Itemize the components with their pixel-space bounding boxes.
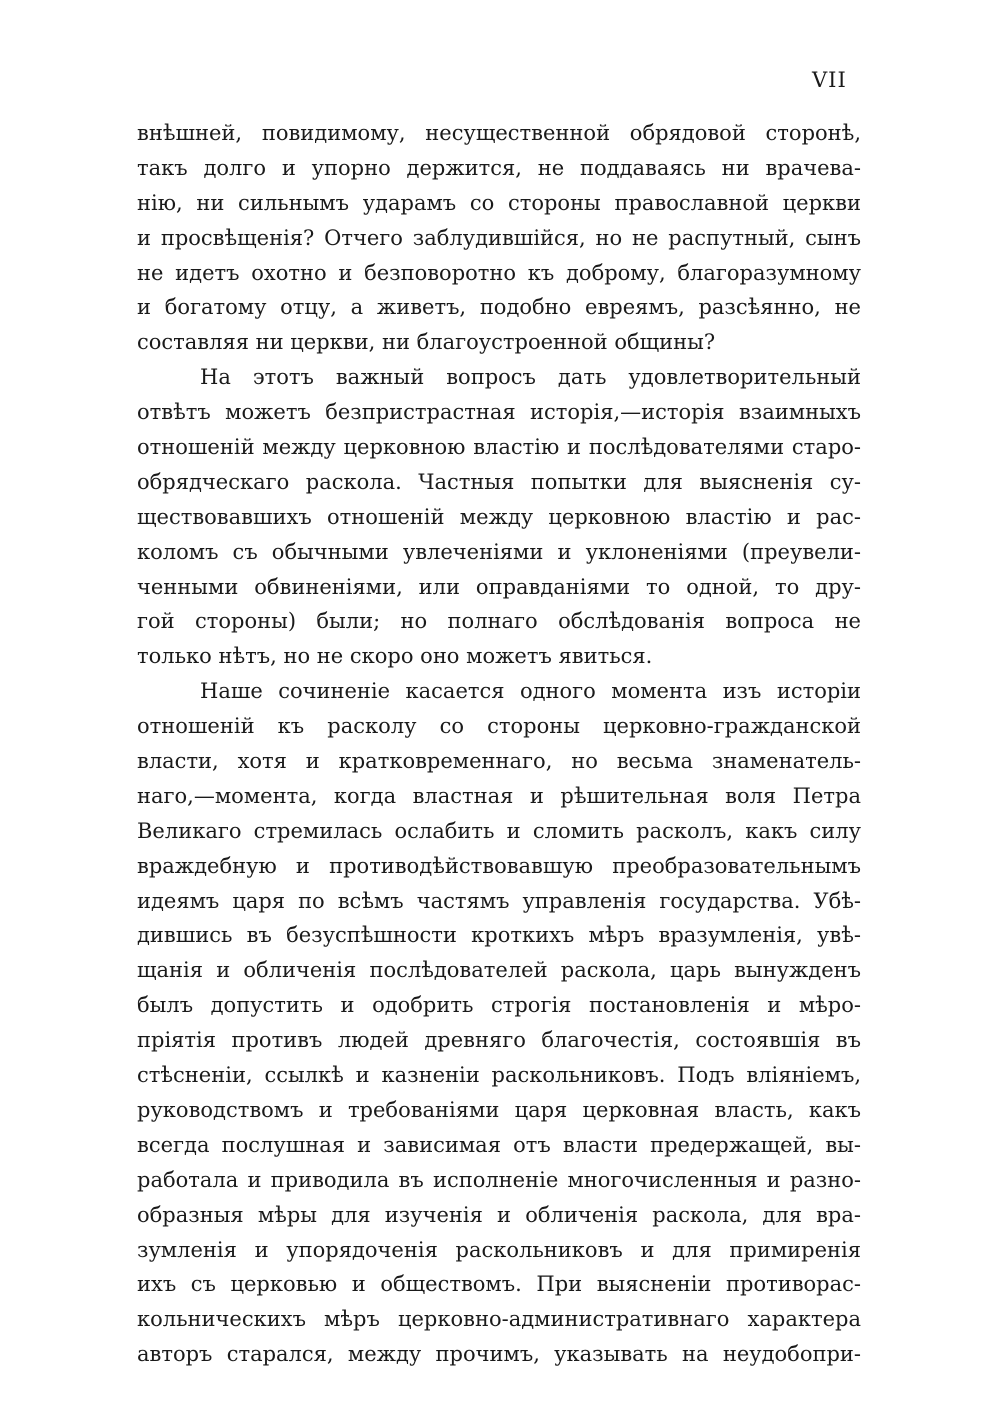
text-line: авторъ старался, между прочимъ, указывать на неудобопри- [137,1342,861,1367]
text-line: составляя ни церкви, ни благоустроенной общины? [137,330,716,355]
text-line: не идетъ охотно и безповоротно къ доброму, благоразумному [137,260,861,285]
text-line: коломъ съ обычными увлеченіями и уклоненіями (преувели- [137,539,861,564]
text-line: дившись въ безуспѣшности кроткихъ мѣръ вразумленія, увѣ- [137,923,861,948]
text-line: и просвѣщенія? Отчего заблудившійся, но не распутный, сынъ [137,225,861,250]
text-line: Великаго стремилась ослабить и сломить расколъ, какъ силу [137,818,861,843]
text-line: отношеній между церковною властію и послѣдователями старо- [137,435,861,460]
text-line: ществовавшихъ отношеній между церковною властію и рас- [137,504,861,529]
text-line: нію, ни сильнымъ ударамъ со стороны православной церкви [137,190,861,215]
text-line: такъ долго и упорно держится, не поддаваясь ни врачева- [137,155,861,180]
text-line: идеямъ царя по всѣмъ частямъ управленія государства. Убѣ- [137,888,861,913]
text-line: щанія и обличенія послѣдователей раскола, царь вынужденъ [137,958,861,983]
text-line: отношеній къ расколу со стороны церковно-гражданской [137,714,861,739]
text-line: работала и приводила въ исполненіе многочисленныя и разно- [137,1167,861,1192]
text-line: кольническихъ мѣръ церковно-административнаго характера [137,1307,861,1332]
paragraph-1 [137,116,861,360]
paragraph-3 [137,674,861,1372]
text-line: враждебную и противодѣйствовавшую преобразовательнымъ [137,853,861,878]
text-line: былъ допустить и одобрить строгія постановленія и мѣро- [137,993,861,1018]
text-line: На этотъ важный вопросъ дать удовлетворительный [200,365,861,390]
text-line: отвѣтъ можетъ безпристрастная исторія,—исторія взаимныхъ [137,400,861,425]
body-text [137,116,861,1372]
text-line: стѣсненіи, ссылкѣ и казненіи раскольниковъ. Подъ вліяніемъ, [137,1063,861,1088]
text-line: всегда послушная и зависимая отъ власти предержащей, вы- [137,1132,861,1157]
text-line: только нѣтъ, но не скоро оно можетъ явиться. [137,644,653,669]
text-line: ихъ съ церковью и обществомъ. При выясненіи противорас- [137,1272,861,1297]
text-line: образныя мѣры для изученія и обличенія раскола, для вра- [137,1202,861,1227]
text-line: зумленія и упорядоченія раскольниковъ и для примиренія [137,1237,861,1262]
text-line: пріятія противъ людей древняго благочестія, состоявшія въ [137,1028,861,1053]
text-line: руководствомъ и требованіями царя церковная власть, какъ [137,1097,861,1122]
paragraph-2 [137,360,861,674]
text-line: внѣшней, повидимому, несущественной обрядовой сторонѣ, [137,121,861,145]
text-line: гой стороны) были; но полнаго обслѣдованія вопроса не [137,609,861,634]
text-line: наго,—момента, когда властная и рѣшительная воля Петра [137,783,861,808]
page-number: VII [812,68,847,92]
text-line: Наше сочиненіе касается одного момента изъ исторіи [200,679,861,704]
text-line: и богатому отцу, а живетъ, подобно евреямъ, разсѣянно, не [137,295,861,320]
text-line: власти, хотя и кратковременнаго, но весьма знаменатель- [137,749,861,774]
text-line: обрядческаго раскола. Частныя попытки для выясненія су- [137,469,861,494]
text-line: ченными обвиненіями, или оправданіями то одной, то дру- [137,574,861,599]
